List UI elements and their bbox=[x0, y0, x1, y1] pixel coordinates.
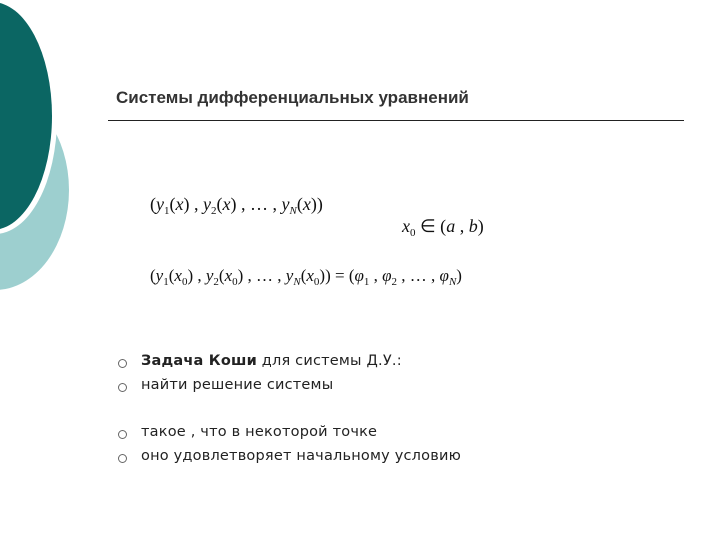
decorative-circles bbox=[0, 0, 120, 300]
bullet-text: оно удовлетворяет начальному условию bbox=[141, 448, 461, 464]
bullet-marker bbox=[118, 430, 127, 439]
formula-point-membership: $x_0$ ∈ (a , b) bbox=[402, 216, 484, 239]
bullet-marker bbox=[118, 454, 127, 463]
bullet-item bbox=[141, 424, 377, 440]
bullet-marker bbox=[118, 359, 127, 368]
formula-solution-tuple: ($y_1(x)$ , $y_2(x)$ , … , $y_N(x)$) bbox=[150, 194, 323, 217]
bullet-bold-text: Задача Коши bbox=[141, 353, 257, 369]
bullet-item bbox=[141, 448, 461, 464]
bullet-marker bbox=[118, 383, 127, 392]
formula-initial-condition: ($y_1(x_0)$ , $y_2(x_0)$ , … , $y_N(x_0)) = (\varphi_1$ , $\varphi_2$ , … , $\varphi_N$) bbox=[150, 266, 462, 288]
title-divider bbox=[108, 120, 684, 121]
bullet-text: такое , что в некоторой точке bbox=[141, 424, 378, 440]
bullet-text: для системы Д.У.: bbox=[256, 353, 402, 369]
bullet-item bbox=[141, 377, 333, 393]
bullet-text: найти решение системы bbox=[141, 377, 334, 393]
bullet-item bbox=[141, 353, 402, 369]
slide-title: Системы дифференциальных уравнений bbox=[116, 88, 469, 107]
